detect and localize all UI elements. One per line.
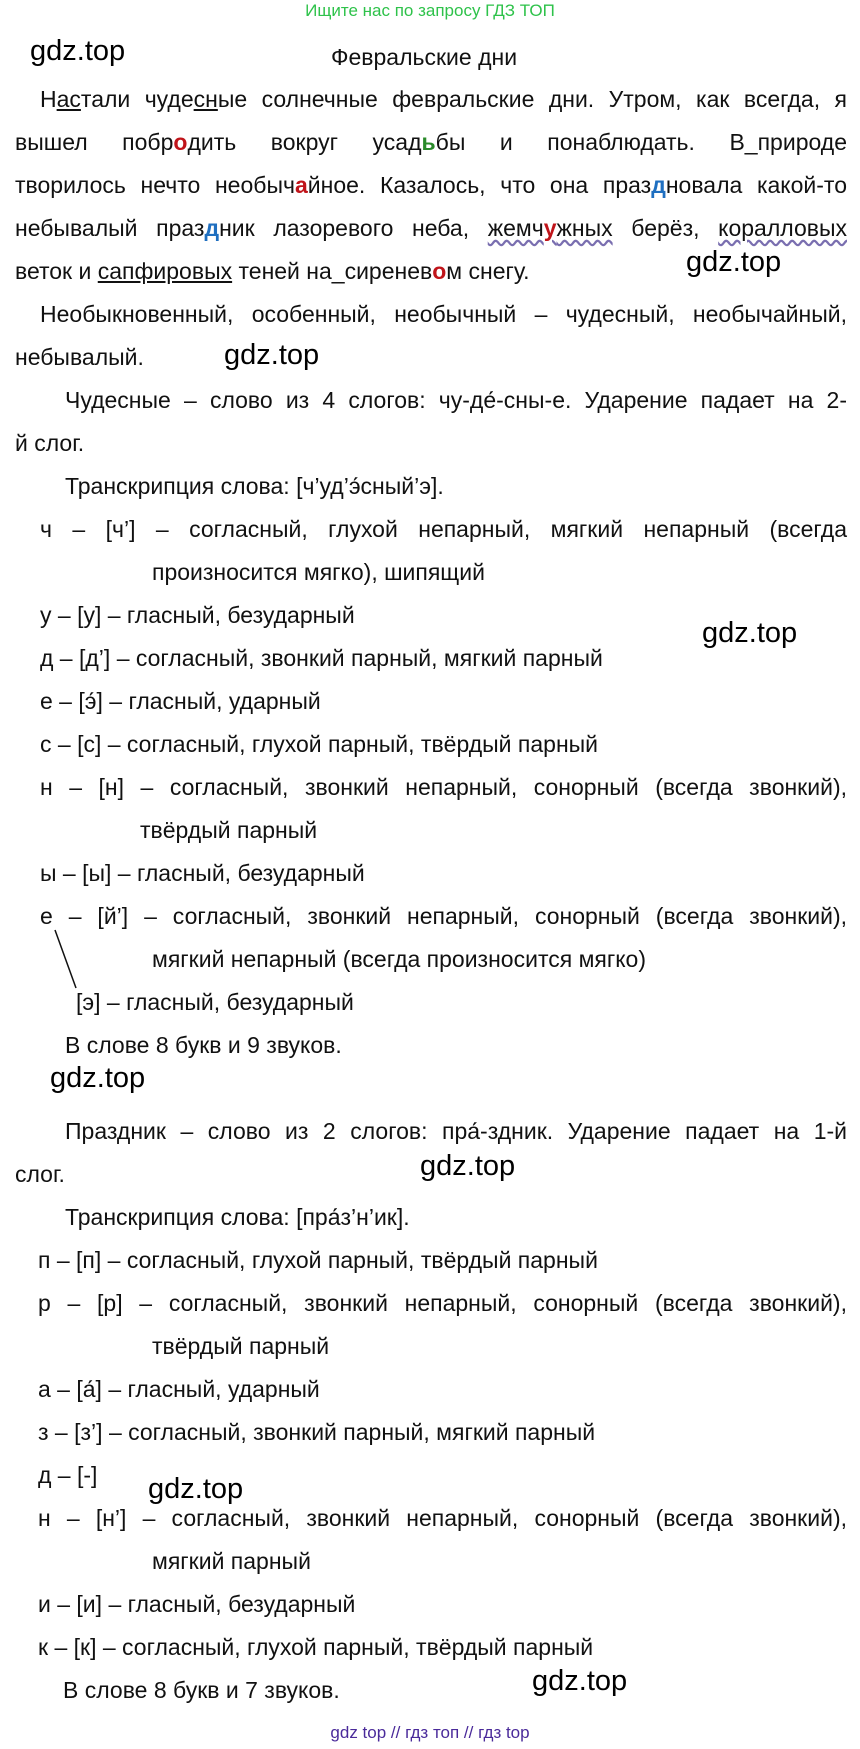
syllables-line: й слог. [15, 430, 85, 456]
phonetic-row-cont: твёрдый парный [140, 817, 318, 843]
page-title: Февральские дни [331, 44, 518, 70]
text-line: вышел побродить вокруг усадьбы и понаблюдать. В_природе [15, 129, 847, 155]
phonetic-row: у – [у] – гласный, безударный [40, 602, 355, 628]
phonetic-row: д – [д’] – согласный, звонкий парный, мягкий парный [40, 645, 603, 671]
phonetic-row-sub: [э] – гласный, безударный [76, 989, 354, 1015]
summary: В слове 8 букв и 7 звуков. [63, 1677, 340, 1703]
phonetic-row: н – [н’] – согласный, звонкий непарный, сонорный (всегда звонкий), [38, 1505, 847, 1531]
text-line: веток и сапфировых теней на_сиреневом снегу. [15, 258, 530, 284]
phonetic-row: п – [п] – согласный, глухой парный, твёрдый парный [38, 1247, 598, 1273]
syllables-line: слог. [15, 1161, 65, 1187]
transcription: Транскрипция слова: [пра́з’н’ик]. [65, 1204, 410, 1230]
phonetic-row: ы – [ы] – гласный, безударный [40, 860, 365, 886]
phonetic-row: е – [й’] – согласный, звонкий непарный, сонорный (всегда звонкий), [40, 903, 847, 929]
top-banner[interactable]: Ищите нас по запросу ГДЗ ТОП [305, 1, 555, 20]
bottom-banner[interactable]: gdz top // гдз топ // гдз top [330, 1723, 530, 1742]
syllables-line: Чудесные – слово из 4 слогов: чу-де́-сны-е. Ударение падает на 2- [65, 387, 847, 413]
phonetic-row-cont: произносится мягко), шипящий [152, 559, 485, 585]
phonetic-row: и – [и] – гласный, безударный [38, 1591, 356, 1617]
summary: В слове 8 букв и 9 звуков. [65, 1032, 342, 1058]
text-line: творилось нечто необычайное. Казалось, что она праздновала какой-то [15, 172, 847, 198]
phonetic-row: с – [с] – согласный, глухой парный, твёрдый парный [40, 731, 599, 757]
phonetic-row-cont: мягкий парный [152, 1548, 311, 1574]
transcription: Транскрипция слова: [ч’уд’э́сный’э]. [65, 473, 444, 499]
watermark: gdz.top [148, 1473, 244, 1505]
phonetic-row-cont: мягкий непарный (всегда произносится мягко) [152, 946, 646, 972]
syllables-line: Праздник – слово из 2 слогов: пра́-здник. Ударение падает на 1-й [65, 1118, 847, 1144]
phonetic-row: к – [к] – согласный, глухой парный, твёрдый парный [38, 1634, 594, 1660]
synonyms-line: небывалый. [15, 344, 144, 370]
phonetic-row: д – [-] [38, 1462, 98, 1488]
phonetic-row: н – [н] – согласный, звонкий непарный, сонорный (всегда звонкий), [40, 774, 847, 800]
text-line: небывалый праздник лазоревого неба, жемчужных берёз, коралловых [15, 215, 847, 241]
phonetic-row: е – [э́] – гласный, ударный [40, 688, 321, 714]
watermark: gdz.top [50, 1062, 146, 1094]
phonetic-row-cont: твёрдый парный [152, 1333, 330, 1359]
synonyms-line: Необыкновенный, особенный, необычный – чудесный, необычайный, [40, 301, 847, 327]
watermark: gdz.top [30, 35, 126, 67]
watermark: gdz.top [224, 339, 320, 371]
phonetic-row: ч – [ч’] – согласный, глухой непарный, мягкий непарный (всегда [40, 516, 847, 542]
phonetic-row: а – [а́] – гласный, ударный [38, 1376, 320, 1402]
phonetic-row: з – [з’] – согласный, звонкий парный, мягкий парный [38, 1419, 596, 1445]
watermark: gdz.top [686, 246, 782, 278]
watermark: gdz.top [702, 617, 798, 649]
watermark: gdz.top [420, 1150, 516, 1182]
watermark: gdz.top [532, 1665, 628, 1697]
phonetic-row: р – [р] – согласный, звонкий непарный, сонорный (всегда звонкий), [38, 1290, 847, 1316]
text-line: Настали чудесные солнечные февральские дни. Утром, как всегда, я [40, 86, 847, 112]
